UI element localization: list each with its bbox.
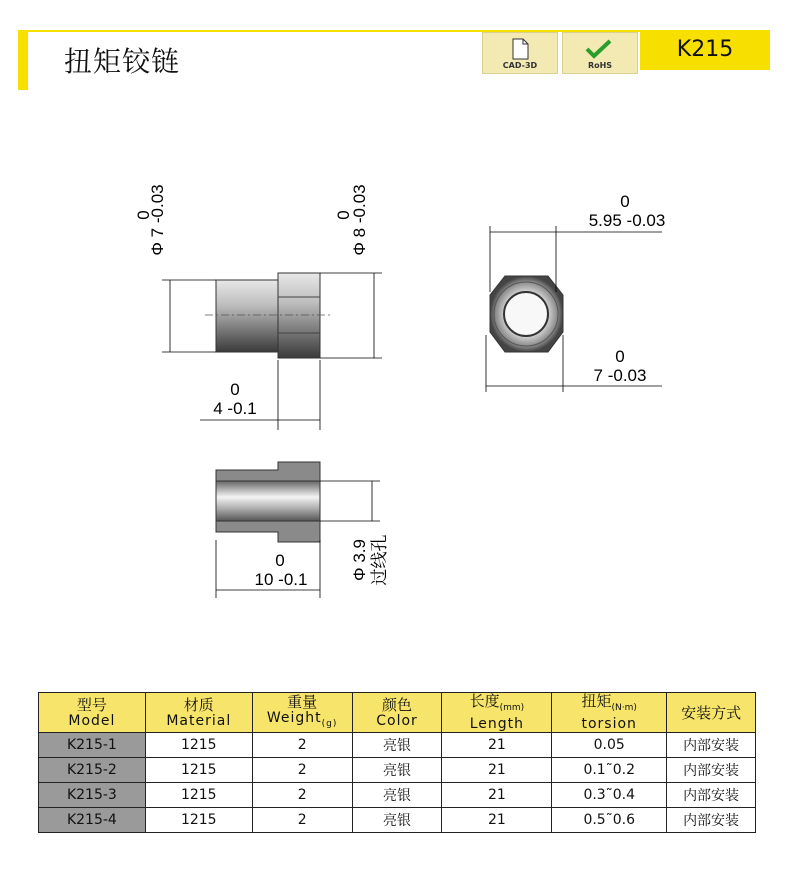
table-header-row [39,693,756,733]
header-model: 型号 Model [39,693,146,733]
spec-table [38,692,756,833]
dim-flat-bottom: 7 -0.03 [593,366,647,385]
dim-bore-note: 过线孔 [370,534,389,586]
dim-hex-length-tol: 0 [230,380,240,399]
header-weight: 重量 Weight$_{(g)}$ [252,693,352,733]
dim-total-length: 10 -0.1 [254,570,308,589]
side-view [162,273,382,430]
cad-3d-label: CAD-3D [502,61,538,70]
header-install: 安装方式 [667,693,756,733]
dim-total-length-tol: 0 [275,551,285,570]
table-row: K215-1 1215 2 亮银 21 0.05 内部安装 [39,733,756,758]
dim-flat-bottom-tol: 0 [615,347,625,366]
header-length: 长度$_{(mm)}$ Length [442,693,552,733]
dim-diameter-8-tol: 0 [334,210,353,220]
page-title: 扭矩铰链 [64,45,181,78]
rohs-label: RoHS [587,61,613,70]
dim-diameter-7-tol: 0 [134,210,153,220]
dim-flat-top-tol: 0 [620,192,630,211]
model-code: K215 [640,30,770,70]
header-material: 材质 Material [145,693,252,733]
dim-bore: Φ 3.9 [350,539,369,581]
table-row: K215-2 1215 2 亮银 21 0.1˜0.2 内部安装 [39,758,756,783]
header-color: 颜色 Color [352,693,442,733]
table-row: K215-4 1215 2 亮银 21 0.5˜0.6 内部安装 [39,808,756,833]
dim-diameter-8: Φ 8 -0.03 [350,184,369,256]
dim-flat-top: 5.95 -0.03 [588,211,666,230]
dim-diameter-7: Φ 7 -0.03 [148,184,167,256]
dim-hex-length: 4 -0.1 [213,399,257,418]
table-row: K215-3 1215 2 亮银 21 0.3˜0.4 内部安装 [39,783,756,808]
header-torsion: 扭矩$_{(N\cdot m)}$ torsion [552,693,667,733]
